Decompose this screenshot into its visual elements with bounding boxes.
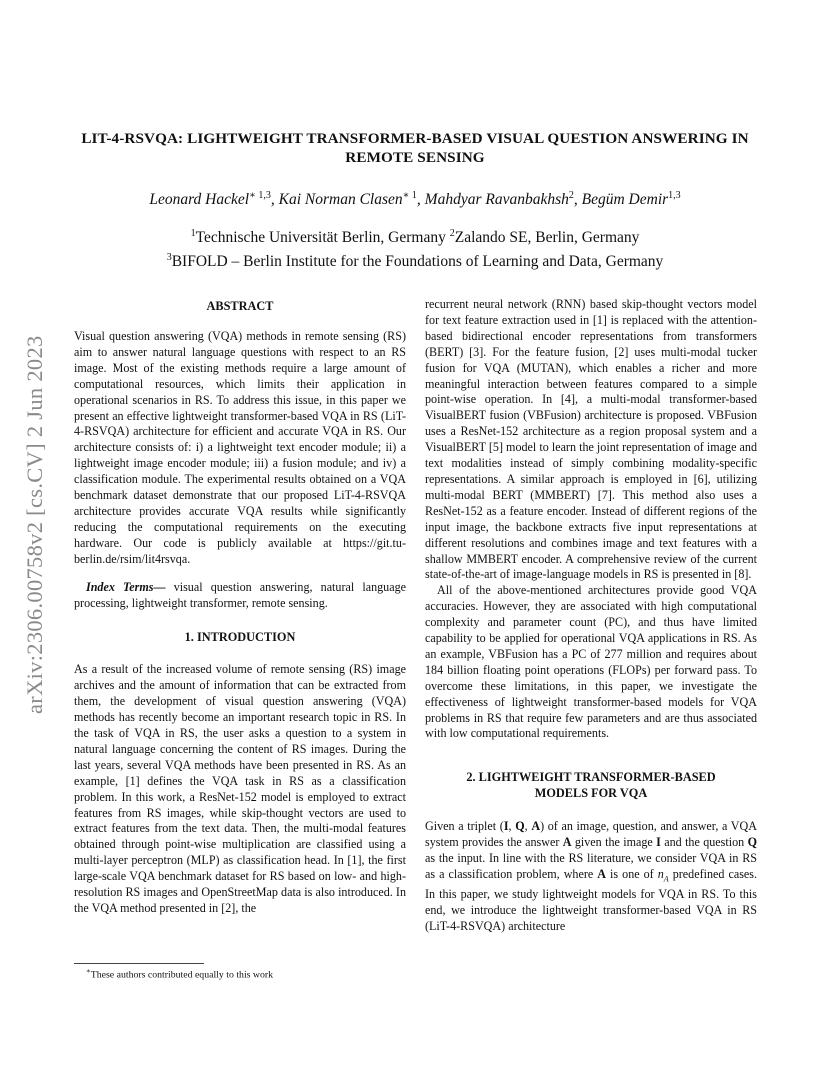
author-name: Begüm Demir [581,191,669,209]
author-name: Leonard Hackel [149,191,250,209]
author-affil-mark: ∗ 1,3 [249,190,271,201]
author-affil-mark: 1,3 [668,190,681,201]
footnote: ∗These authors contributed equally to this work [86,967,274,981]
intro-paragraph-1-continued: recurrent neural network (RNN) based skip-thought vectors model for text feature extraction used in [1] is replaced with the attention-based bidirectional encoder representations from transformers (BERT) [3]. For the feature fusion, [2] uses multi-modal tucker fusion for VQA (MUTAN), which enables a richer and more meaningful interaction between features compared to a simple point-wise operation. In [4], a multi-modal transformer-based VisualBERT fusion (VBFusion) architecture is proposed. VBFusion uses a ResNet-152 architecture as a region proposal system and a VisualBERT [5] model to learn the joint representation of image and text modalities instead of simply combining modality-specific representations. A similar approach is employed in [6], utilizing multi-modal BERT (MMBERT) [7]. This method also uses a ResNet-152 as a feature encoder. Instead of different regions of the input image, the backbone extracts five input representations at different resolutions and combines image and text features with a shallow MMBERT encoder. A comprehensive review of the current state-of-the-art of image-language models in RS is presented in [8]. [425,297,757,582]
index-terms [74,580,406,612]
abstract-text: Visual question answering (VQA) methods in remote sensing (RS) aim to answer natural language questions with respect to an RS image. Most of the existing methods require a large amount of computational resources, which limits their application in operational scenarios in RS. To address this issue, in this paper we present an effective lightweight transformer-based VQA in RS (LiT-4-RSVQA) architecture for efficient and accurate VQA in RS. Our architecture consists of: i) a lightweight text encoder module; ii) a lightweight image encoder module; iii) a fusion module; and iv) a classification module. The experimental results obtained on a VQA benchmark dataset demonstrate that our proposed LiT-4-RSVQA architecture provides accurate VQA results while significantly reducing the computational requirements on the executing hardware. Our code is publicly available at https://git.tu-berlin.de/rsim/lit4rsvqa. [74,329,406,566]
footnote-rule [74,963,204,964]
affiliation-line-2: $^3$BIFOLD – Berlin Institute for the Foundations of Learning and Data, Germany [166,252,664,271]
intro-paragraph-1: As a result of the increased volume of remote sensing (RS) image archives and the amount of information that can be extracted from them, the development of visual question answering (VQA) methods has recently become an important research topic in RS. In the task of VQA in RS, the user asks a question to a system in natural language concerning the content of RS images. During the last years, several VQA methods have been presented in RS. As an example, [1] defines the VQA task in RS as a classification problem. In this work, a ResNet-152 model is employed to extract features from RS images, while skip-thought vectors are used to extract features from the text data. Then, the multi-modal features obtained through point-wise multiplication are classified using a multi-layer perceptron (MLP) as classification head. In [1], the first large-scale VQA benchmark dataset for RS based on low- and high-resolution RS images and OpenStreetMap data is also introduced. In the VQA method presented in [2], the [74,662,406,915]
left-column [74,298,406,917]
right-column [425,297,757,935]
arxiv-identifier: arXiv:2306.00758v2 [cs.CV] 2 Jun 2023 [22,335,47,715]
section-2-heading: 2. LIGHTWEIGHT TRANSFORMER-BASED MODELS FOR VQA [466,770,716,801]
index-terms-text: visual question answering, natural language processing, lightweight transformer, remote sensing. [74,579,406,610]
author-affil-mark: ∗ 1 [402,190,417,201]
index-terms-label: Index Terms— [86,579,166,594]
affiliation-line-1: $^1$Technische Universität Berlin, Germany $^2$Zalando SE, Berlin, Germany [190,228,640,247]
section-2-paragraph: Given a triplet (I, Q, A) of an image, question, and answer, a VQA system provides the answer A given the image I and the question Q as the input. In line with the RS literature, we consider VQA in RS as a classification problem, where A is one of $n_A$ predefined cases. In this paper, we study lightweight models for VQA in RS. To this end, we introduce the lightweight transformer-based VQA in RS (LiT-4-RSVQA) architecture [425,819,758,934]
section-1-heading: 1. INTRODUCTION [184,630,296,645]
paper-title: LIT-4-RSVQA: LIGHTWEIGHT TRANSFORMER-BASED VISUAL QUESTION ANSWERING IN REMOTE SENSING [81,130,749,166]
author-affil-mark: 2 [568,190,574,201]
author-name: Kai Norman Clasen [278,191,403,209]
abstract-heading: ABSTRACT [206,299,274,313]
author-list: Leonard Hackel$^{∗ 1,3}$, Kai Norman Clasen$^{∗ 1}$, Mahdyar Ravanbakhsh$^2$, Begüm Demir$^{1,3}$ [149,190,681,209]
intro-paragraph-2: All of the above-mentioned architectures provide good VQA accuracies. However, they are associated with high computational complexity and parameter count (PC), and thus have limited capability to be applied for operational VQA applications in RS. As an example, VBFusion has a PC of 277 million and requires about 184 billion floating point operations (FLOPs) per forward pass. To overcome these limitations, in this paper, we investigate the effectiveness of lightweight transformer-based models for VQA problems in RS that require few parameters and are thus associated with low computational requirements. [425,583,757,741]
affiliations [70,224,760,272]
author-name: Mahdyar Ravanbakhsh [424,191,569,209]
